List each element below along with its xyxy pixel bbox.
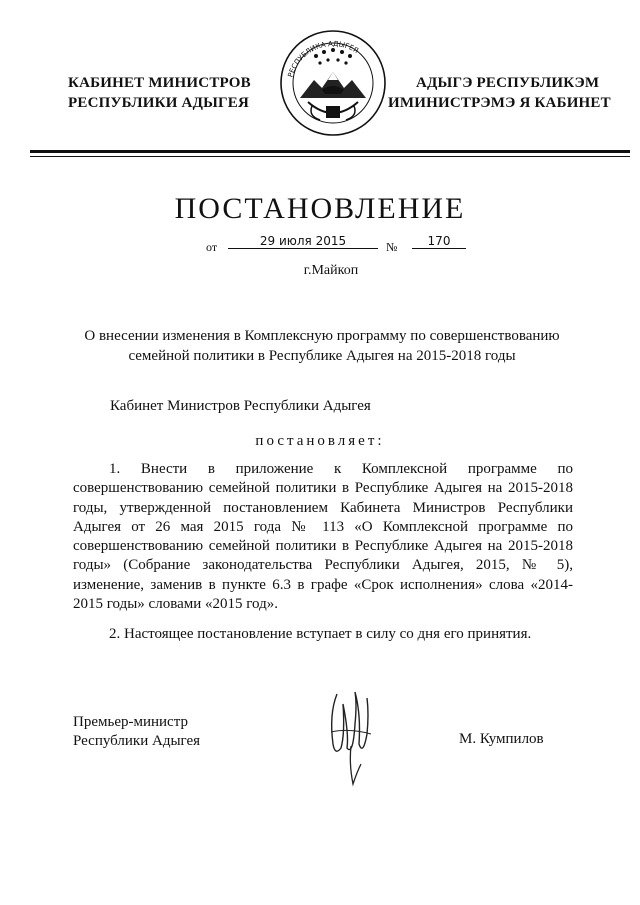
number-sign-label: № — [386, 240, 398, 254]
issuing-body-line: Кабинет Министров Республики Адыгея — [110, 398, 371, 414]
document-number: 170 — [412, 234, 466, 249]
issuer-adyghe — [388, 73, 628, 113]
body-paragraph-2: 2. Настоящее постановление вступает в силу со дня его принятия. — [109, 626, 532, 642]
document-subject: О внесении изменения в Комплексную программу по совершенствованию семейной политики в Республике Адыгея на 2015-2018 годы — [84, 328, 560, 364]
document-date: 29 июля 2015 — [228, 234, 378, 249]
issuer-russian-line2: РЕСПУБЛИКИ АДЫГЕЯ — [68, 95, 250, 111]
document-city: г.Майкоп — [303, 263, 359, 278]
signatory-title — [73, 713, 200, 751]
issuer-russian-line1: КАБИНЕТ МИНИСТРОВ — [68, 75, 251, 91]
signatory-title-line1: Премьер-министр — [73, 714, 188, 730]
resolves-heading: постановляет: — [255, 433, 385, 449]
body-paragraph-1: 1. Внести в приложение к Комплексной программе по совершенствованию семейной политики в Республике Адыгея на 2015-2018 годы, утвержденной постановлением Кабинета Министров Республики Адыгея от 26 мая 2015 года № 113 «О Комплексной программе по совершенствованию семейной политики в Республике Адыгея на 2015-2018 годы» (Собрание законодательства Республики Адыгея, 2015, № 5), изменение, заменив в пункте 6.3 в графе «Срок исполнения» слова «2014-2015 годы» словами «2015 год». — [73, 461, 573, 613]
header-divider-thick — [30, 150, 630, 153]
issuer-russian — [68, 73, 268, 113]
signatory-title-line2: Республики Адыгея — [73, 733, 201, 749]
signatory-name: М. Кумпилов — [459, 731, 544, 747]
issuer-adyghe-line1: АДЫГЭ РЕСПУБЛИКЭМ — [416, 75, 600, 91]
issuer-adyghe-line2: ИМИНИСТРЭМЭ Я КАБИНЕТ — [388, 95, 611, 111]
republic-of-adygea-emblem-icon — [278, 28, 388, 138]
handwritten-signature-icon — [315, 684, 395, 794]
header-divider-thin — [30, 156, 630, 157]
date-prefix-label: от — [206, 240, 218, 254]
date-number-line — [206, 234, 466, 254]
document-title: ПОСТАНОВЛЕНИЕ — [174, 192, 466, 225]
emblem-ring-text: РЕСПУБЛИКА АДЫГЕЯ — [286, 39, 360, 79]
